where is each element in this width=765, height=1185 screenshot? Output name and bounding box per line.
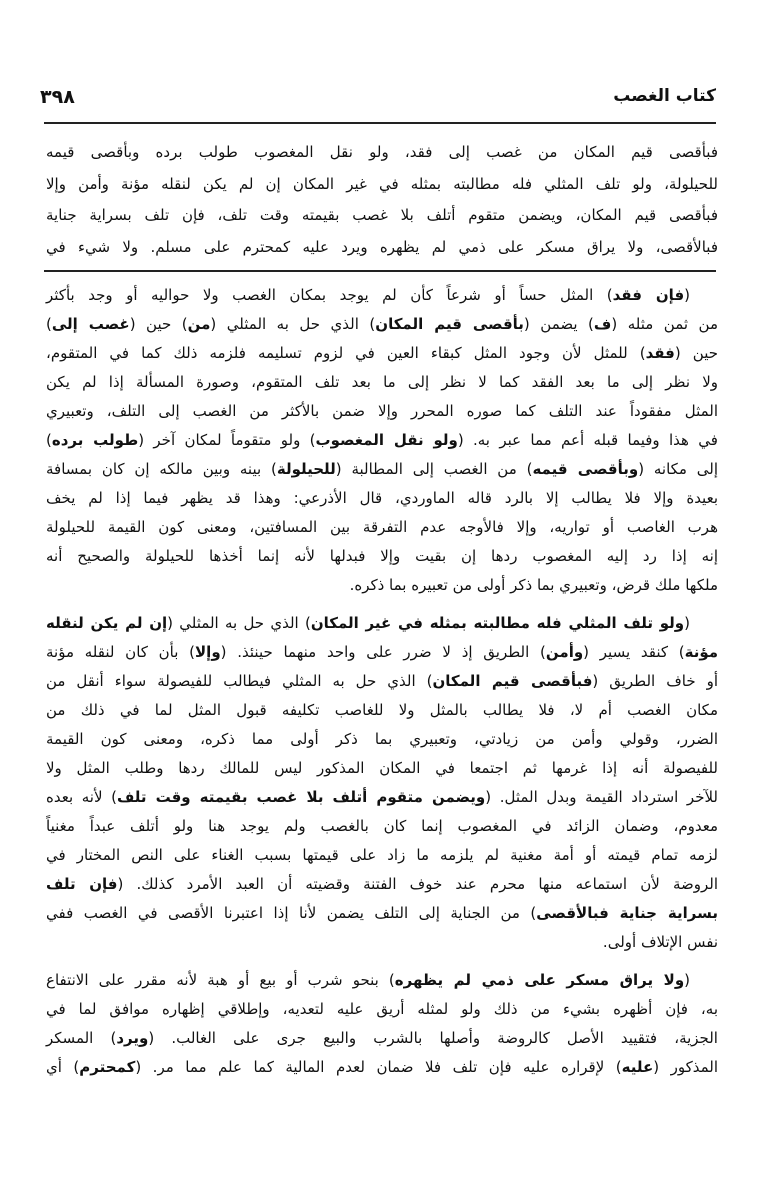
text-line xyxy=(46,455,718,484)
bold-matn-quote: كمحترم xyxy=(79,1058,136,1076)
text-line xyxy=(46,783,718,812)
bold-matn-quote: غصب إلى xyxy=(51,315,130,333)
text-line xyxy=(46,928,718,957)
matn-text xyxy=(46,137,718,264)
text-segment: ) كنقد يسير ( xyxy=(583,643,685,661)
text-segment: ملكها ملك قرض، وتعبيري بما ذكر أولى من تعبيره بما ذكره. xyxy=(349,576,718,594)
text-segment: المذكور ( xyxy=(653,1058,718,1076)
text-segment: المثل مفقوداً عند التلف كما صوره المحرر وإلا ضمن بالأكثر من الغصب إلى التلف، وتعبيري xyxy=(46,402,718,420)
text-segment: إلى مكانه ( xyxy=(638,460,719,478)
text-line xyxy=(46,870,718,899)
bold-matn-quote: ولو تلف المثلي فله مطالبته بمثله في غير المكان xyxy=(310,614,685,632)
text-line xyxy=(46,310,718,339)
commentary-paragraph xyxy=(46,281,718,600)
text-segment: ) الطريق إذ لا ضرر على واحد منهما حينئذ. ( xyxy=(220,643,546,661)
text-segment: في هذا وفيما قبله أعم مما عبر به. ( xyxy=(457,431,718,449)
text-segment: ) الذي حل به المثلي فيطالب للفيصولة سواء أنقل من xyxy=(46,672,433,690)
bold-matn-quote: عليه xyxy=(621,1058,654,1076)
text-line xyxy=(46,995,718,1024)
text-segment: ( xyxy=(684,286,690,304)
text-segment: هرب الغاصب أو تواريه، وإلا فالأوجه عدم التفرقة بين المسافتين، ومعنى كون القيمة للحيلولة xyxy=(46,518,718,536)
text-line xyxy=(46,696,718,725)
running-title: كتاب الغصب xyxy=(613,86,716,106)
text-segment: ولا نظر إلى ما بعد الفقد كما لا نظر إلى ما بعد تلف المتقوم، وصورة المسألة إذا لم يكن xyxy=(46,373,718,391)
text-segment: به، فإن أظهره بشيء من ذلك ولو لمثله أريق عليه لتعديه، وإطلاقي إظهاره موافق لما في xyxy=(46,1000,718,1018)
text-segment: ) بينه وبين مالكه إن كان بمسافة xyxy=(46,460,277,478)
text-segment: الروضة لأن استماعه منها محرم عند خوف الفتنة وقضيته أن العبد الأمرد كذلك. ( xyxy=(117,875,718,893)
bold-matn-quote: ولا يراق مسكر على ذمي لم يظهره xyxy=(394,971,685,989)
text-line xyxy=(46,397,718,426)
text-line xyxy=(46,1053,718,1082)
bold-matn-quote: ويضمن متقوم أتلف بلا غصب بقيمته وقت تلف xyxy=(116,788,486,806)
text-line xyxy=(46,426,718,455)
text-line xyxy=(46,339,718,368)
text-segment: من ثمن مثله ( xyxy=(611,315,719,333)
bold-matn-quote: فقد xyxy=(645,344,675,362)
text-line xyxy=(46,638,718,667)
text-segment: للحيلولة، ولو تلف المثلي فله مطالبته بمثله في غير المكان إن لم يكن لنقله مؤنة وأمن وإلا xyxy=(46,174,718,193)
text-segment: فبأقصى قيم المكان، ويضمن متقوم أتلف بلا غصب بقيمته وقت تلف، فإن تلف بسراية جناية xyxy=(46,206,718,225)
text-segment: ) المسكر xyxy=(46,1029,117,1047)
header-rule xyxy=(44,122,716,124)
text-segment: ) يضمن ( xyxy=(523,315,594,333)
text-segment: أو خاف الطريق ( xyxy=(592,672,718,690)
text-segment: ( xyxy=(684,614,690,632)
bold-matn-quote: ويرد xyxy=(116,1029,149,1047)
commentary-paragraph xyxy=(46,966,718,1082)
bold-matn-quote: فإن تلف xyxy=(46,875,118,893)
text-line xyxy=(46,667,718,696)
bold-matn-quote: من xyxy=(187,315,211,333)
text-line xyxy=(46,812,718,841)
text-segment: ) بنحو شرب أو بيع أو هبة لأنه مقرر على الانتفاع xyxy=(46,971,395,989)
bold-matn-quote: بأقصى قيم المكان xyxy=(375,315,524,333)
bold-matn-quote: ف xyxy=(593,315,612,333)
text-line xyxy=(46,281,718,310)
text-segment: ) الذي حل به المثلي ( xyxy=(210,315,376,333)
text-segment: نفس الإتلاف أولى. xyxy=(602,933,718,951)
text-segment: ) لأنه بعده xyxy=(46,788,117,806)
text-segment: ) أي xyxy=(46,1058,80,1076)
bold-matn-quote: طولب برده xyxy=(51,431,139,449)
text-segment: ) من الجناية إلى التلف يضمن لأنا إذا اعتبرنا الأقصى في الغصب ففي xyxy=(46,904,537,922)
text-segment: الجزية، فتقييد الأصل كالروضة وأصلها بالشرب والبيع جرى على الغالب. ( xyxy=(148,1029,718,1047)
text-segment: فبالأقصى، ولا يراق مسكر على ذمي لم يظهره ويرد عليه كمحترم على مسلم. ولا شيء في xyxy=(46,238,718,257)
text-segment: ) المثل حساً أو شرعاً كأن لم يوجد بمكان الغصب ولا حواليه أو وجد بأكثر xyxy=(46,286,613,304)
bold-matn-quote: فإن فقد xyxy=(612,286,685,304)
text-line xyxy=(46,169,718,201)
text-segment: ) حين ( xyxy=(129,315,188,333)
text-segment: ) الذي حل به المثلي ( xyxy=(167,614,311,632)
text-line xyxy=(46,1024,718,1053)
page-number: ٣٩٨ xyxy=(40,86,75,108)
text-segment: ( xyxy=(684,971,690,989)
text-line xyxy=(46,754,718,783)
bold-matn-quote: ولو نقل المغصوب xyxy=(315,431,458,449)
commentary-paragraph xyxy=(46,609,718,957)
text-line xyxy=(46,966,718,995)
text-line xyxy=(46,368,718,397)
bold-matn-quote: وإلا xyxy=(195,643,221,661)
text-line xyxy=(46,484,718,513)
text-line xyxy=(46,200,718,232)
bold-matn-quote: للحيلولة xyxy=(276,460,336,478)
text-segment: للفيصولة أنه إذا غرمها ثم اجتمعا في المكان المذكور ليس للمالك ردها وطلب المثل ولا xyxy=(46,759,718,777)
bold-matn-quote: إن لم يكن لنقله xyxy=(46,614,168,632)
text-segment: ) لإقراره عليه فإن تلف فلا ضمان لعدم المالية كما علم مما مر. ( xyxy=(135,1058,622,1076)
text-segment: ) xyxy=(46,315,52,333)
page-header xyxy=(40,86,716,114)
matn-separator-rule xyxy=(44,270,716,272)
text-line xyxy=(46,232,718,264)
text-segment: ) من الغصب إلى المطالبة ( xyxy=(335,460,533,478)
text-segment: للآخر استرداد القيمة وبدل المثل. ( xyxy=(485,788,718,806)
text-segment: مكان الغصب أم لا، فلا يطالب بالمثل ولا للغاصب تكليفه قبول المثل لما في ذلك من xyxy=(46,701,718,719)
text-segment: فبأقصى قيم المكان من غصب إلى فقد، ولو نقل المغصوب طولب برده وبأقصى قيمه xyxy=(46,143,718,161)
text-line xyxy=(46,571,718,600)
text-line xyxy=(46,609,718,638)
text-line xyxy=(46,899,718,928)
text-segment: ) xyxy=(46,431,52,449)
text-segment: بعيدة وإلا فلا يطالب إلا بالرد قاله الماوردي، قال الأذرعي: وهذا قد يظهر فيما إذا لم يخف xyxy=(46,489,718,507)
bold-matn-quote: بسراية جناية فبالأقصى xyxy=(536,904,718,922)
text-line xyxy=(46,841,718,870)
text-segment: لزمه تمام قيمته أو أمة مغنية لم يلزمه ما زاد على قيمتها بسبب الغناء على النص المختار في xyxy=(46,846,718,864)
bold-matn-quote: فبأقصى قيم المكان xyxy=(432,672,593,690)
bold-matn-quote: وأمن xyxy=(545,643,584,661)
bold-matn-quote: مؤنة xyxy=(684,643,719,661)
text-line xyxy=(46,513,718,542)
commentary-text xyxy=(46,281,718,1091)
text-segment: ) للمثل لأن وجود المثل كبقاء العين في لزوم تسليمه فلزمه ذلك كما في المتقوم، xyxy=(46,344,646,362)
text-segment: ) ولو متقوماً لمكان آخر ( xyxy=(138,431,316,449)
text-segment: ) بأن كان لنقله مؤنة xyxy=(46,643,196,661)
text-segment: الضرر، وقولي وأمن من زيادتي، وتعبيري بما ذكر أولى مما ذكره، ومعنى كون القيمة xyxy=(46,730,718,748)
text-line xyxy=(46,542,718,571)
text-segment: إنه إذا رد إليه المغصوب ردها إن بقيت وإلا فبدلها لأنه إنما أخذها للحيلولة والصحيح أنه xyxy=(46,547,718,565)
text-segment: معدوم، وضمان الزائد في المغصوب إنما كان بالغصب ولم يوجد هنا ولو أتلف عبداً مغنياً xyxy=(46,817,718,835)
text-segment: حين ( xyxy=(674,344,718,362)
text-line xyxy=(46,137,718,169)
bold-matn-quote: وبأقصى قيمه xyxy=(532,460,639,478)
text-line xyxy=(46,725,718,754)
